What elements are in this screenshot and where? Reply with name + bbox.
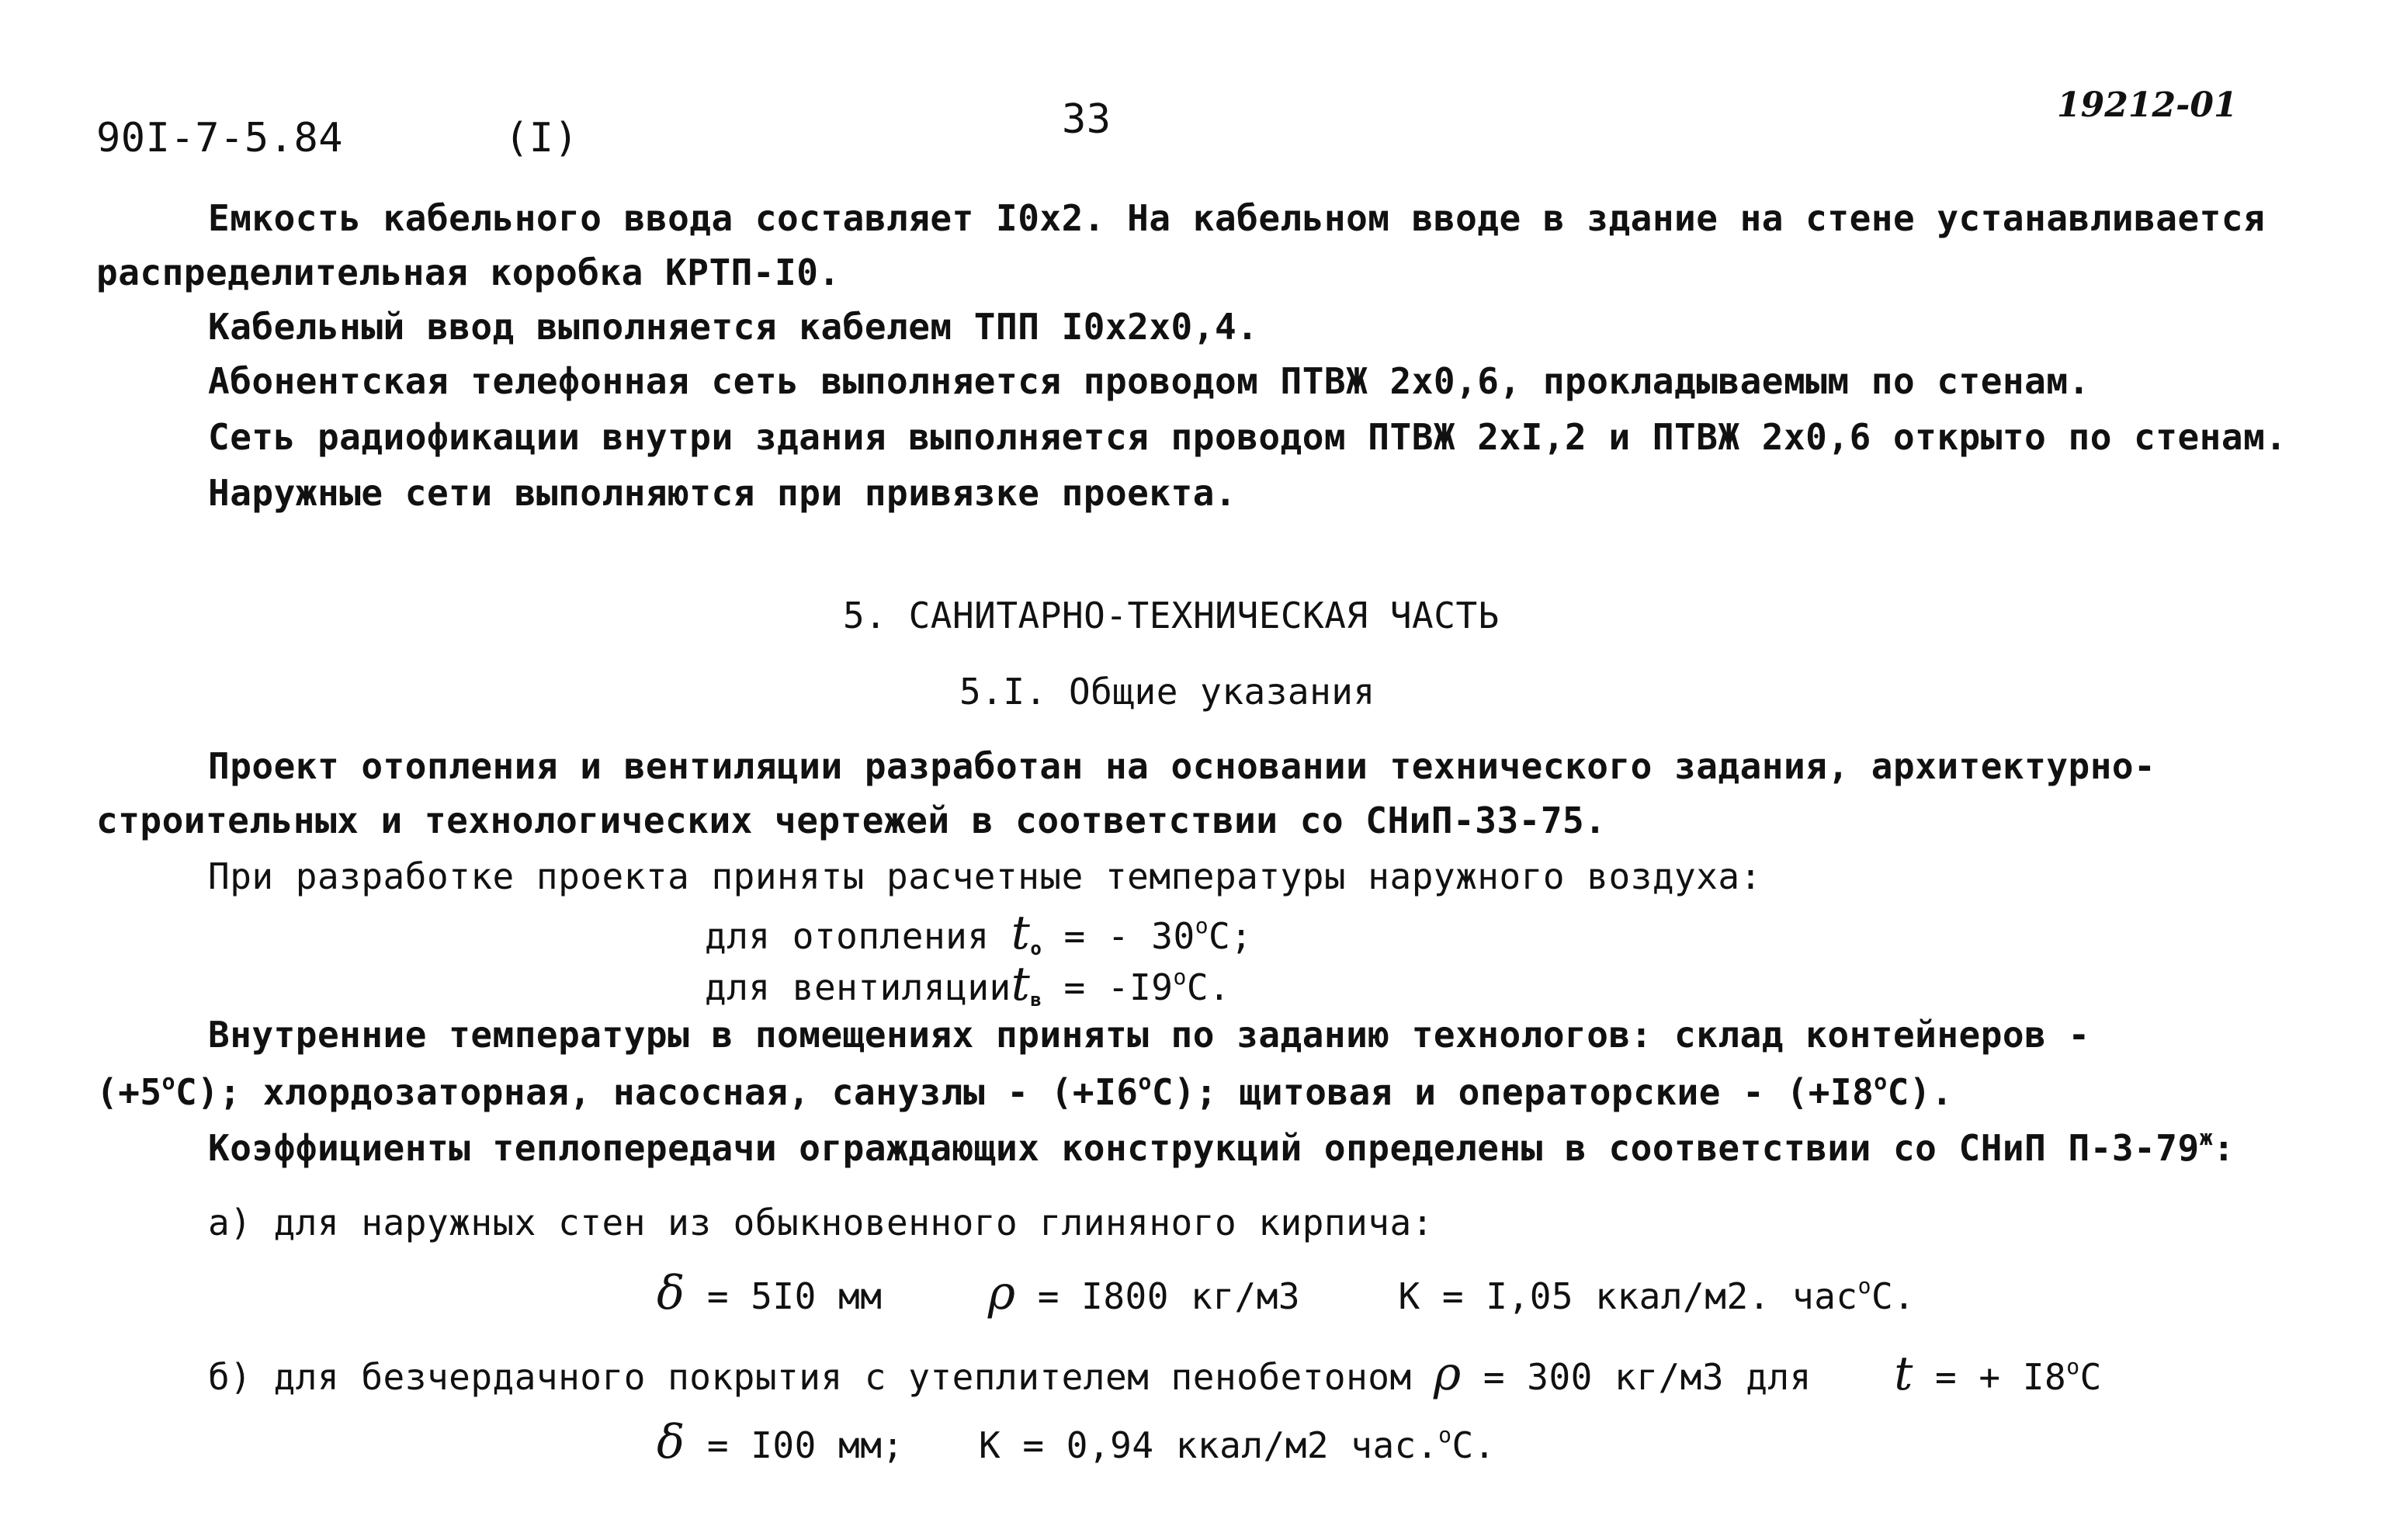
wall-thickness: = 5I0 мм: [706, 1275, 883, 1317]
degree-mark: о: [1195, 913, 1209, 938]
paragraph-internal-temperatures-cont: [96, 1069, 1954, 1113]
degree-mark: о: [1173, 964, 1187, 990]
heating-symbol: t: [1011, 906, 1031, 960]
roof-text: б) для безчердачного покрытия с утеплителем пенобетоном: [208, 1356, 1412, 1398]
page-number: 33: [1062, 96, 1112, 143]
heating-label: для отопления: [705, 915, 990, 957]
paragraph-heat-transfer: [208, 1125, 2235, 1169]
temp-warehouse: (+5: [96, 1071, 162, 1113]
document-code: 90I-7-5.84: [96, 115, 344, 161]
celsius-unit: С.: [1451, 1424, 1496, 1466]
t-symbol: t: [1894, 1347, 1913, 1401]
delta-symbol: δ: [657, 1266, 685, 1320]
heat-transfer-colon: :: [2213, 1127, 2235, 1169]
rho-symbol: ρ: [987, 1266, 1016, 1320]
item-b-roof: [208, 1347, 2102, 1401]
temp-end: С).: [1887, 1071, 1954, 1113]
paragraph-project-basis-cont: строительных и технологических чертежей в соответствии со СНиП-33-75.: [96, 799, 1607, 841]
paragraph-internal-temperatures: Внутренние температуры в помещениях приняты по заданию технологов: склад контейнеров -: [208, 1014, 2090, 1056]
ventilation-symbol: t: [1011, 957, 1031, 1011]
degree-mark: о: [1857, 1273, 1871, 1299]
section-subtitle: 5.I. Общие указания: [959, 671, 1375, 713]
degree-mark: о: [1438, 1422, 1452, 1448]
item-a-parameters: [657, 1266, 1916, 1320]
heat-transfer-text: Коэффициенты теплопередачи ограждающих конструкций определены в соответствии со СНиП П-3-79: [208, 1127, 2200, 1169]
paragraph-project-basis: Проект отопления и вентиляции разработан на основании технического задания, архитектурно-: [208, 745, 2156, 787]
heating-value: = - 30: [1063, 915, 1195, 957]
heating-subscript: о: [1030, 938, 1042, 959]
roof-temperature: = + I8: [1935, 1356, 2067, 1398]
paragraph-cable-capacity-cont: распределительная коробка КРТП-I0.: [96, 251, 841, 293]
rho-symbol: ρ: [1433, 1347, 1462, 1401]
degree-mark: о: [2066, 1354, 2080, 1379]
paragraph-phone-network: Абонентская телефонная сеть выполняется проводом ПТВЖ 2x0,6, прокладываемым по стенам.: [208, 360, 2090, 402]
celsius-unit: С.: [1871, 1275, 1916, 1317]
paragraph-cable-capacity: Емкость кабельного ввода составляет I0x2. На кабельном вводе в здание на стене устанавливается: [208, 197, 2266, 239]
temp-chlorine: С); хлордозаторная, насосная, санузлы - (+I6: [175, 1071, 1139, 1113]
celsius-unit: С;: [1209, 915, 1253, 957]
degree-mark: о: [1138, 1069, 1152, 1094]
ventilation-label: для вентиляции: [705, 966, 1011, 1008]
wall-k-value: К = I,05 ккал/м2. час: [1398, 1275, 1858, 1317]
part-number: (I): [505, 115, 579, 161]
temp-switchboard: С); щитовая и операторские - (+I8: [1151, 1071, 1875, 1113]
delta-symbol: δ: [657, 1415, 685, 1469]
item-a-external-walls: а) для наружных стен из обыкновенного глиняного кирпича:: [208, 1202, 1434, 1243]
roof-density: = 300 кг/м3 для: [1483, 1356, 1812, 1398]
roof-thickness: = I00 мм;: [706, 1424, 904, 1466]
heating-temperature-line: [705, 906, 1253, 960]
paragraph-external-networks: Наружные сети выполняются при привязке проекта.: [208, 472, 1237, 514]
celsius-unit: С: [2079, 1356, 2102, 1398]
archive-number: 19212-01: [2057, 85, 2238, 125]
celsius-unit: С.: [1186, 966, 1231, 1008]
ventilation-subscript: в: [1030, 989, 1042, 1011]
paragraph-design-temperatures: При разработке проекта приняты расчетные температуры наружного воздуха:: [208, 855, 1762, 897]
paragraph-radio-network: Сеть радиофикации внутри здания выполняется проводом ПТВЖ 2xI,2 и ПТВЖ 2x0,6 открыто по стенам.: [208, 416, 2287, 458]
footnote-mark: ж: [2199, 1125, 2214, 1150]
section-title: 5. САНИТАРНО-ТЕХНИЧЕСКАЯ ЧАСТЬ: [843, 595, 1500, 636]
degree-mark: о: [1874, 1069, 1888, 1094]
ventilation-temperature-line: [705, 957, 1231, 1011]
roof-k-value: К = 0,94 ккал/м2 час.: [978, 1424, 1439, 1466]
item-b-parameters: [657, 1415, 1496, 1469]
wall-density: = I800 кг/м3: [1037, 1275, 1301, 1317]
paragraph-cable-input: Кабельный ввод выполняется кабелем ТПП I0x2x0,4.: [208, 306, 1259, 348]
degree-mark: о: [161, 1069, 175, 1094]
ventilation-value: = -I9: [1063, 966, 1174, 1008]
